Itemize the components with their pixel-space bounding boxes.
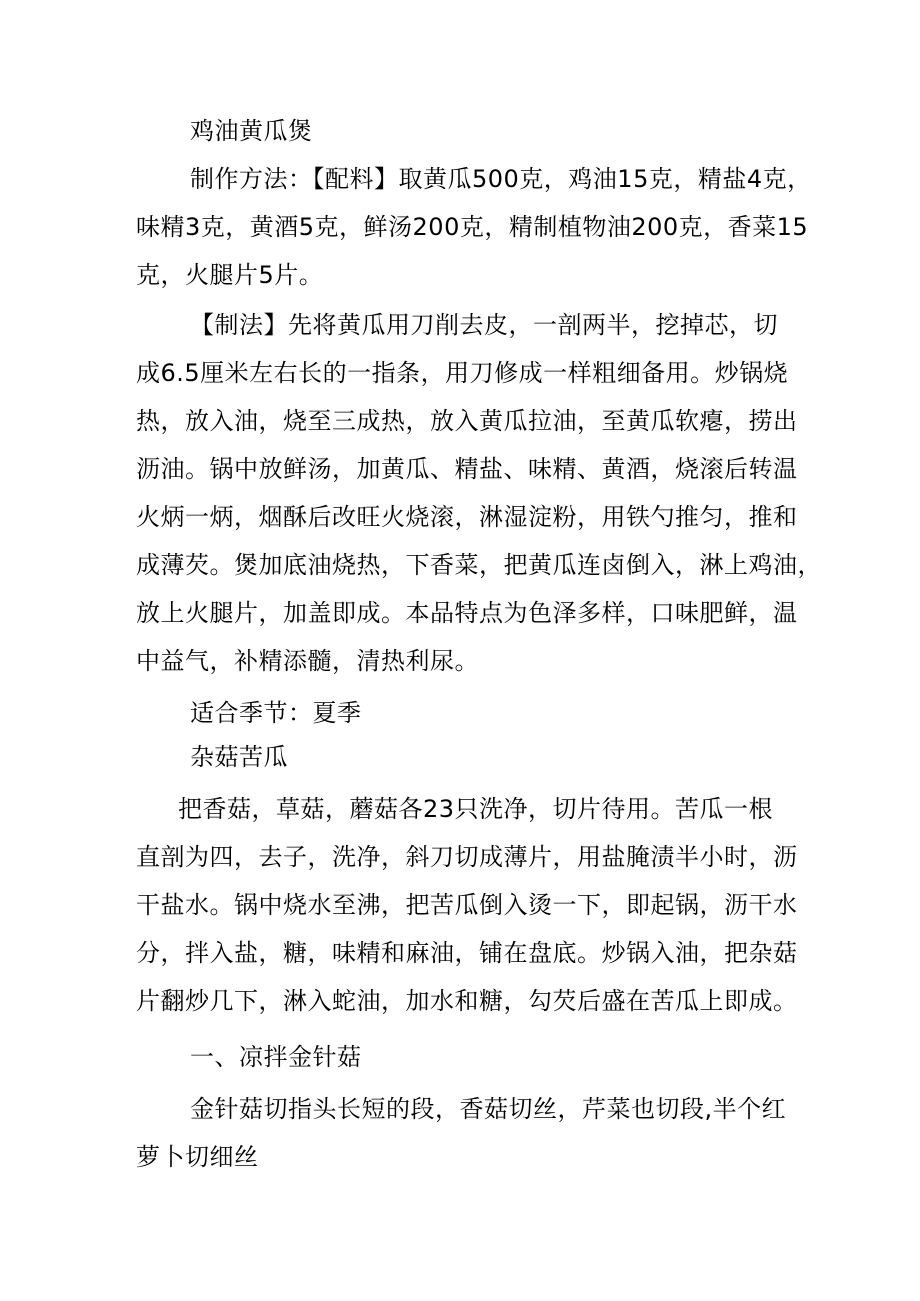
- paragraph-line: 火炳一炳，烟酥后改旺火烧滚，淋湿淀粉，用铁勺推匀，推和: [136, 503, 798, 531]
- paragraph-line: 放上火腿片，加盖即成。本品特点为色泽多样，口味肥鲜，温: [136, 599, 798, 627]
- heading-chicken-oil-cucumber-pot: 鸡油黄瓜煲: [190, 117, 313, 145]
- paragraph-line: 干盐水。锅中烧水至沸，把苦瓜倒入烫一下，即起锅，沥干水: [136, 891, 798, 919]
- paragraph-line: 分，拌入盐，糖，味精和麻油，铺在盘底。炒锅入油，把杂菇: [136, 939, 798, 967]
- paragraph-line: 中益气，补精添髓，清热利尿。: [136, 647, 479, 675]
- paragraph-line: 味精3克，黄酒5克，鲜汤200克，精制植物油200克，香菜15: [136, 213, 809, 241]
- paragraph-line: 沥油。锅中放鲜汤，加黄瓜、精盐、味精、黄酒，烧滚后转温: [136, 455, 798, 483]
- paragraph-line: 直剖为四，去子，洗净，斜刀切成薄片，用盐腌渍半小时，沥: [136, 843, 798, 871]
- paragraph-line: 克，火腿片5片。: [136, 261, 324, 289]
- paragraph-line: 【制法】先将黄瓜用刀削去皮，一剖两半，挖掉芯，切: [190, 311, 778, 339]
- heading-mixed-mushroom-bitter-melon: 杂菇苦瓜: [190, 743, 288, 771]
- paragraph-line: 金针菇切指头长短的段，香菇切丝，芹菜也切段,半个红: [190, 1095, 787, 1123]
- paragraph-line: 热，放入油，烧至三成热，放入黄瓜拉油，至黄瓜软瘪，捞出: [136, 407, 798, 435]
- paragraph-line: 把香菇，草菇，蘑菇各23只洗净，切片待用。苦瓜一根: [178, 795, 774, 823]
- paragraph-line: 成6.5厘米左右长的一指条，用刀修成一样粗细备用。炒锅烧: [136, 359, 789, 387]
- paragraph-line: 萝卜切细丝: [136, 1143, 259, 1171]
- heading-cold-enoki: 一、凉拌金针菇: [190, 1043, 362, 1071]
- paragraph-line: 制作方法：【配料】取黄瓜500克，鸡油15克，精盐4克，: [190, 165, 812, 193]
- season-line: 适合季节：夏季: [190, 699, 362, 727]
- paragraph-line: 片翻炒几下，淋入蛇油，加水和糖，勾芡后盛在苦瓜上即成。: [136, 987, 798, 1015]
- paragraph-line: 成薄芡。煲加底油烧热，下香菜，把黄瓜连卤倒入，淋上鸡油，: [136, 551, 822, 579]
